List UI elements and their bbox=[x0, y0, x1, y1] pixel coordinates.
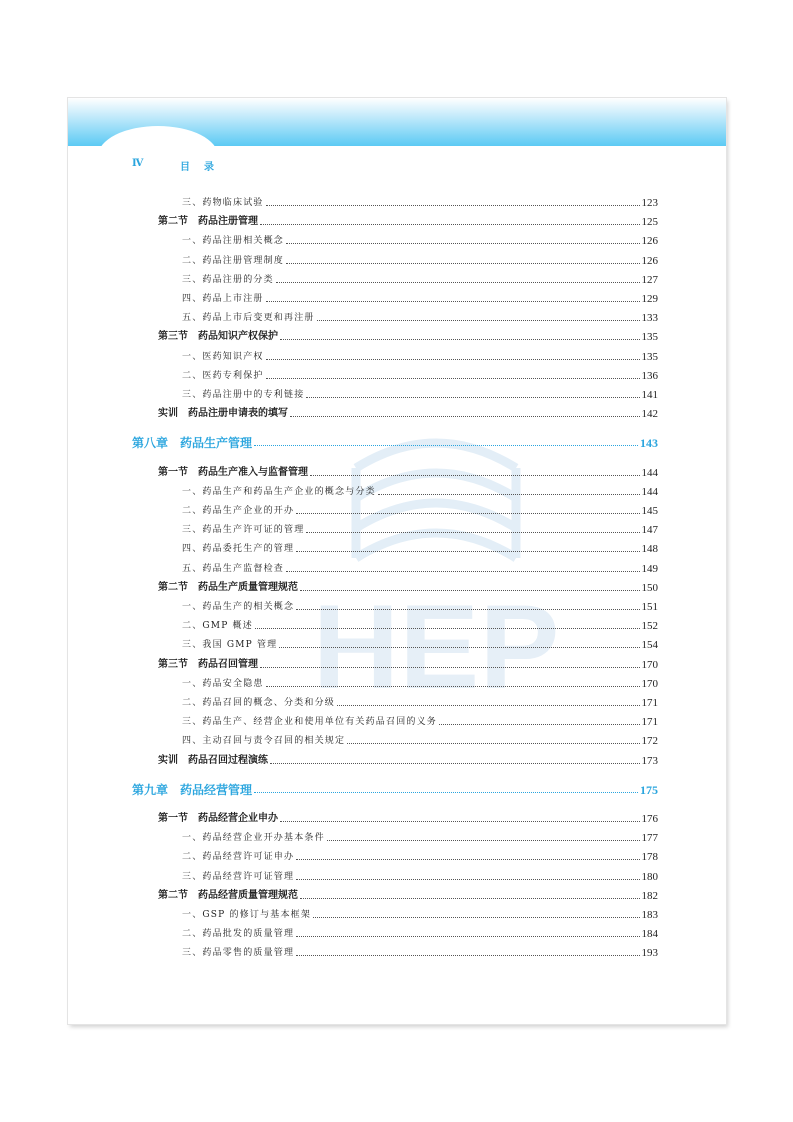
toc-item-row[interactable] bbox=[182, 270, 658, 286]
toc-leader-dots bbox=[310, 475, 640, 476]
toc-title: 一、药品注册相关概念 bbox=[182, 236, 285, 247]
toc-leader-dots bbox=[306, 397, 639, 398]
toc-leader-dots bbox=[296, 879, 639, 880]
toc-item-row[interactable] bbox=[182, 251, 658, 267]
toc-title: 三、我国 GMP 管理 bbox=[182, 640, 278, 651]
toc-title: 第三节 药品召回管理 bbox=[158, 658, 258, 670]
toc-item-row[interactable] bbox=[182, 635, 658, 651]
header-band-curve bbox=[98, 126, 218, 186]
toc-page-number: 170 bbox=[641, 658, 658, 671]
toc-page-number: 183 bbox=[641, 909, 658, 921]
toc-title: 一、医药知识产权 bbox=[182, 351, 264, 362]
toc-leader-dots bbox=[266, 378, 640, 379]
running-title: 目录 bbox=[180, 162, 228, 173]
toc-leader-dots bbox=[280, 821, 640, 822]
toc-title: 二、药品注册管理制度 bbox=[182, 255, 285, 266]
toc-title: 三、药品生产许可证的管理 bbox=[182, 525, 305, 536]
toc-page-number: 127 bbox=[641, 273, 658, 286]
toc-leader-dots bbox=[266, 205, 640, 206]
watermark-text: HEP bbox=[312, 580, 560, 714]
toc-title: 实训 药品召回过程演练 bbox=[158, 754, 268, 766]
toc-section-row[interactable] bbox=[158, 655, 658, 671]
toc-page-number: 129 bbox=[641, 293, 658, 305]
toc-page-number: 143 bbox=[640, 436, 658, 451]
toc-item-row[interactable] bbox=[182, 193, 658, 209]
toc-title: 一、药品经营企业开办基本条件 bbox=[182, 833, 325, 844]
toc-item-row[interactable] bbox=[182, 731, 658, 747]
toc-leader-dots bbox=[296, 609, 639, 610]
toc-leader-dots bbox=[296, 859, 639, 860]
toc-section-row[interactable] bbox=[158, 751, 658, 767]
toc-page-number: 184 bbox=[641, 928, 658, 941]
toc-chapter-row[interactable] bbox=[132, 780, 658, 796]
toc-page-number: 126 bbox=[641, 254, 658, 267]
toc-item-row[interactable] bbox=[182, 693, 658, 709]
toc-leader-dots bbox=[254, 792, 638, 793]
toc-page-number: 182 bbox=[641, 889, 658, 902]
toc-item-row[interactable] bbox=[182, 712, 658, 728]
toc-page-number: 145 bbox=[641, 505, 658, 517]
toc-title: 三、药品零售的质量管理 bbox=[182, 948, 295, 959]
toc-leader-dots bbox=[296, 513, 639, 514]
toc-title: 五、药品上市后变更和再注册 bbox=[182, 313, 315, 324]
toc-title: 五、药品生产监督检查 bbox=[182, 563, 285, 574]
toc-leader-dots bbox=[279, 647, 639, 648]
toc-item-row[interactable] bbox=[182, 482, 658, 498]
toc-title: 第九章 药品经营管理 bbox=[132, 782, 253, 797]
toc-leader-dots bbox=[296, 955, 639, 956]
toc-title: 第二节 药品注册管理 bbox=[158, 216, 258, 228]
toc-leader-dots bbox=[276, 282, 640, 283]
toc-leader-dots bbox=[286, 571, 639, 572]
toc-page-number: 154 bbox=[641, 639, 658, 652]
toc-item-row[interactable] bbox=[182, 674, 658, 690]
toc-title: 二、药品批发的质量管理 bbox=[182, 929, 295, 940]
toc-leader-dots bbox=[266, 301, 640, 302]
toc-title: 第一节 药品经营企业申办 bbox=[158, 813, 278, 824]
toc-leader-dots bbox=[296, 936, 639, 937]
toc-title: 二、药品经营许可证申办 bbox=[182, 852, 295, 863]
toc-leader-dots bbox=[347, 743, 639, 744]
toc-page-number: 151 bbox=[641, 601, 658, 613]
toc-item-row[interactable] bbox=[182, 289, 658, 305]
toc-title: 第八章 药品生产管理 bbox=[132, 436, 253, 451]
book-page bbox=[68, 98, 726, 1024]
toc-item-row[interactable] bbox=[182, 616, 658, 632]
toc-item-row[interactable] bbox=[182, 597, 658, 613]
toc-item-row[interactable] bbox=[182, 347, 658, 363]
toc-chapter-row[interactable] bbox=[132, 433, 658, 449]
toc-title: 二、药品生产企业的开办 bbox=[182, 506, 295, 516]
toc-leader-dots bbox=[300, 590, 640, 591]
toc-title: 四、主动召回与责令召回的相关规定 bbox=[182, 736, 346, 747]
toc-leader-dots bbox=[296, 551, 639, 552]
toc-leader-dots bbox=[286, 263, 639, 264]
toc-leader-dots bbox=[255, 628, 640, 629]
toc-section-row[interactable] bbox=[158, 578, 658, 594]
toc-title: 一、药品生产的相关概念 bbox=[182, 602, 295, 612]
toc-page-number: 193 bbox=[641, 947, 658, 960]
toc-item-row[interactable] bbox=[182, 867, 658, 883]
toc-leader-dots bbox=[313, 917, 639, 918]
toc-item-row[interactable] bbox=[182, 385, 658, 401]
toc-page-number: 141 bbox=[641, 389, 658, 401]
toc-leader-dots bbox=[439, 724, 639, 725]
toc-title: 实训 药品注册申请表的填写 bbox=[158, 408, 288, 420]
toc-title: 第一节 药品生产准入与监督管理 bbox=[158, 466, 308, 478]
toc-title: 一、药品安全隐患 bbox=[182, 678, 264, 689]
toc-item-row[interactable] bbox=[182, 559, 658, 575]
toc-title: 三、药品经营许可证管理 bbox=[182, 871, 295, 882]
toc-title: 三、药物临床试验 bbox=[182, 198, 264, 208]
toc-page-number: 171 bbox=[641, 697, 658, 709]
toc-title: 一、药品生产和药品生产企业的概念与分类 bbox=[182, 486, 376, 497]
toc-section-row[interactable] bbox=[158, 212, 658, 228]
toc-page-number: 147 bbox=[641, 524, 658, 537]
toc-page-number: 144 bbox=[641, 485, 658, 498]
toc-leader-dots bbox=[270, 763, 640, 764]
toc-item-row[interactable] bbox=[182, 828, 658, 844]
toc-page-number: 149 bbox=[641, 562, 658, 575]
toc-title: 三、药品注册的分类 bbox=[182, 274, 274, 285]
toc-page-number: 136 bbox=[641, 369, 658, 382]
toc-item-row[interactable] bbox=[182, 520, 658, 536]
toc-page-number: 150 bbox=[641, 581, 658, 594]
toc-leader-dots bbox=[300, 898, 640, 899]
toc-section-row[interactable] bbox=[158, 809, 658, 825]
toc-page-number: 135 bbox=[641, 350, 658, 363]
page-number-roman: Ⅳ bbox=[132, 158, 144, 169]
toc-title: 第三节 药品知识产权保护 bbox=[158, 331, 278, 343]
toc-leader-dots bbox=[260, 667, 640, 668]
toc-leader-dots bbox=[290, 416, 640, 417]
toc-title: 第二节 药品生产质量管理规范 bbox=[158, 581, 298, 593]
toc-title: 一、GSP 的修订与基本框架 bbox=[182, 910, 312, 920]
toc-page-number: 172 bbox=[641, 735, 658, 748]
toc-leader-dots bbox=[306, 532, 639, 533]
toc-page-number: 144 bbox=[641, 466, 658, 479]
toc-page-number: 178 bbox=[641, 851, 658, 864]
toc-page-number: 152 bbox=[641, 620, 658, 633]
toc-item-row[interactable] bbox=[182, 539, 658, 555]
toc-page-number: 177 bbox=[641, 832, 658, 845]
toc-title: 三、药品生产、经营企业和使用单位有关药品召回的义务 bbox=[182, 717, 438, 728]
toc-leader-dots bbox=[317, 320, 640, 321]
toc-item-row[interactable] bbox=[182, 308, 658, 324]
toc-title: 第二节 药品经营质量管理规范 bbox=[158, 889, 298, 901]
toc-title: 二、GMP 概述 bbox=[182, 621, 253, 632]
toc-page-number: 123 bbox=[641, 197, 658, 209]
toc-leader-dots bbox=[266, 359, 640, 360]
toc-item-row[interactable] bbox=[182, 847, 658, 863]
toc-leader-dots bbox=[266, 686, 640, 687]
toc-leader-dots bbox=[280, 339, 640, 340]
toc-title: 四、药品委托生产的管理 bbox=[182, 544, 295, 555]
toc-item-row[interactable] bbox=[182, 501, 658, 517]
toc-section-row[interactable] bbox=[158, 886, 658, 902]
toc-item-row[interactable] bbox=[182, 905, 658, 921]
toc-page-number: 176 bbox=[641, 813, 658, 825]
toc-leader-dots bbox=[254, 445, 638, 446]
toc-page-number: 135 bbox=[641, 331, 658, 344]
toc-page-number: 173 bbox=[641, 754, 658, 767]
toc-page-number: 142 bbox=[641, 408, 658, 421]
toc-page-number: 180 bbox=[641, 870, 658, 883]
toc-page-number: 171 bbox=[641, 716, 658, 729]
toc-item-row[interactable] bbox=[182, 366, 658, 382]
toc-page-number: 170 bbox=[641, 677, 658, 690]
toc-leader-dots bbox=[286, 243, 639, 244]
toc-leader-dots bbox=[378, 494, 640, 495]
toc-item-row[interactable] bbox=[182, 924, 658, 940]
toc-leader-dots bbox=[260, 224, 640, 225]
toc-page-number: 125 bbox=[641, 216, 658, 229]
toc-page-number: 133 bbox=[641, 312, 658, 325]
toc-section-row[interactable] bbox=[158, 463, 658, 479]
toc-page-number: 148 bbox=[641, 543, 658, 556]
toc-leader-dots bbox=[337, 705, 639, 706]
toc-leader-dots bbox=[327, 840, 640, 841]
toc-section-row[interactable] bbox=[158, 404, 658, 420]
toc-item-row[interactable] bbox=[182, 943, 658, 959]
toc-title: 二、药品召回的概念、分类和分级 bbox=[182, 698, 336, 708]
toc-title: 三、药品注册中的专利链接 bbox=[182, 390, 305, 400]
toc-page-number: 175 bbox=[640, 782, 658, 797]
toc-item-row[interactable] bbox=[182, 231, 658, 247]
toc-section-row[interactable] bbox=[158, 327, 658, 343]
toc-title: 四、药品上市注册 bbox=[182, 294, 264, 304]
toc-page-number: 126 bbox=[641, 235, 658, 248]
toc-title: 二、医药专利保护 bbox=[182, 370, 264, 381]
